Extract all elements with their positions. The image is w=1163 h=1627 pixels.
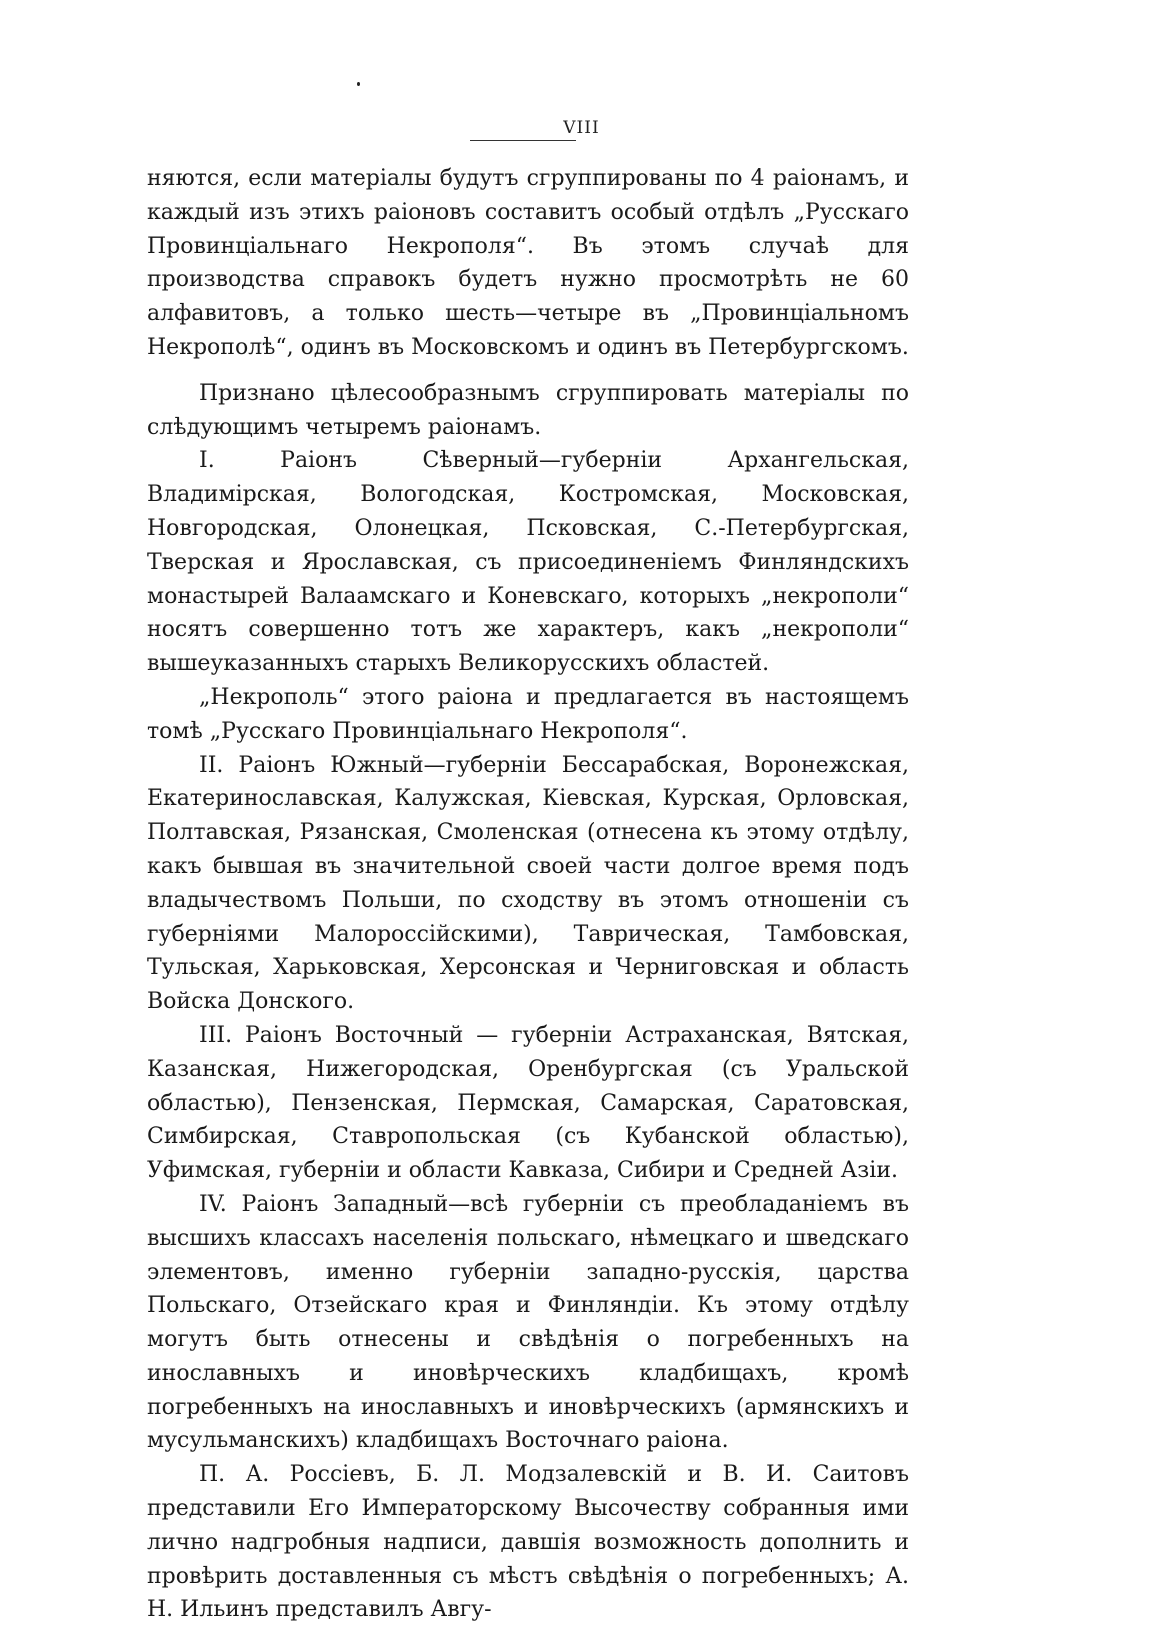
paragraph-grouping-intro: Признано цѣлесообразнымъ сгруппировать матеріалы по слѣдующимъ четыремъ раіонамъ. [147, 380, 909, 440]
paragraph-region-south: II. Раіонъ Южный—губерніи Бессарабская, Воронежская, Екатеринославская, Калужская, Кіевская, Курская, Орловская, Полтавская, Рязанская, Смоленская (отнесена къ этому отдѣлу, какъ бывшая въ значительной своей части долгое время подъ владычествомъ Польши, по сходству въ этомъ отношеніи съ губерніями Малороссійскими), Таврическая, Тамбовская, Тульская, Харьковская, Херсонская и Черниговская и область Войска Донского. [147, 752, 909, 1015]
paragraph-region-west: IV. Раіонъ Западный—всѣ губерніи съ преобладаніемъ въ высшихъ классахъ населенія польскаго, нѣмецкаго и шведскаго элементовъ, именно губерніи западно-русскія, царства Польскаго, Отзейскаго края и Финляндіи. Къ этому отдѣлу могутъ быть отнесены и свѣдѣнія о погребенныхъ на инославныхъ и иновѣрческихъ кладбищахъ, кромѣ погребенныхъ на инославныхъ и иновѣрческихъ (армянскихъ и мусульманскихъ) кладбищахъ Восточнаго раіона. [147, 1191, 909, 1454]
text-body [147, 162, 909, 1627]
paragraph-region-east: III. Раіонъ Восточный — губерніи Астраханская, Вятская, Казанская, Нижегородская, Оренбургская (съ Уральской областью), Пензенская, Пермская, Самарская, Саратовская, Симбирская, Ставропольская (съ Кубанской областью), Уфимская, губерніи и области Кавказа, Сибири и Средней Азіи. [147, 1022, 909, 1184]
print-speck [357, 82, 360, 86]
paragraph-continuation: няются, если матеріалы будутъ сгруппированы по 4 раіонамъ, и каждый изъ этихъ раіоновъ составитъ особый отдѣлъ „Русскаго Провинціальнаго Некрополя“. Въ этомъ случаѣ для производства справокъ будетъ нужно просмотрѣть не 60 алфавитовъ, а только шесть—четыре въ „Провинціальномъ Некрополѣ“, одинъ въ Московскомъ и одинъ въ Петербургскомъ. [147, 166, 909, 360]
paragraph-region-north: I. Раіонъ Сѣверный—губерніи Архангельская, Владимірская, Вологодская, Костромская, Московская, Новгородская, Олонецкая, Псковская, С.-Петербургская, Тверская и Ярославская, съ присоединеніемъ Финляндскихъ монастырей Валаамскаго и Коневскаго, которыхъ „некрополи“ носятъ совершенно тотъ же характеръ, какъ „некрополи“ вышеуказанныхъ старыхъ Великорусскихъ областей. [147, 448, 909, 677]
header-rule [470, 140, 576, 141]
paragraph-volume-note: „Некрополь“ этого раіона и предлагается въ настоящемъ томѣ „Русскаго Провинціальнаго Некрополя“. [147, 684, 909, 744]
page-number: VIII [563, 118, 600, 138]
paragraph-contributors: П. А. Россіевъ, Б. Л. Модзалевскій и В. И. Саитовъ представили Его Императорскому Высочеству собранныя ими лично надгробныя надписи, давшія возможность дополнить и провѣрить доставленныя съ мѣстъ свѣдѣнія о погребенныхъ; А. Н. Ильинъ представилъ Авгу- [147, 1462, 909, 1623]
